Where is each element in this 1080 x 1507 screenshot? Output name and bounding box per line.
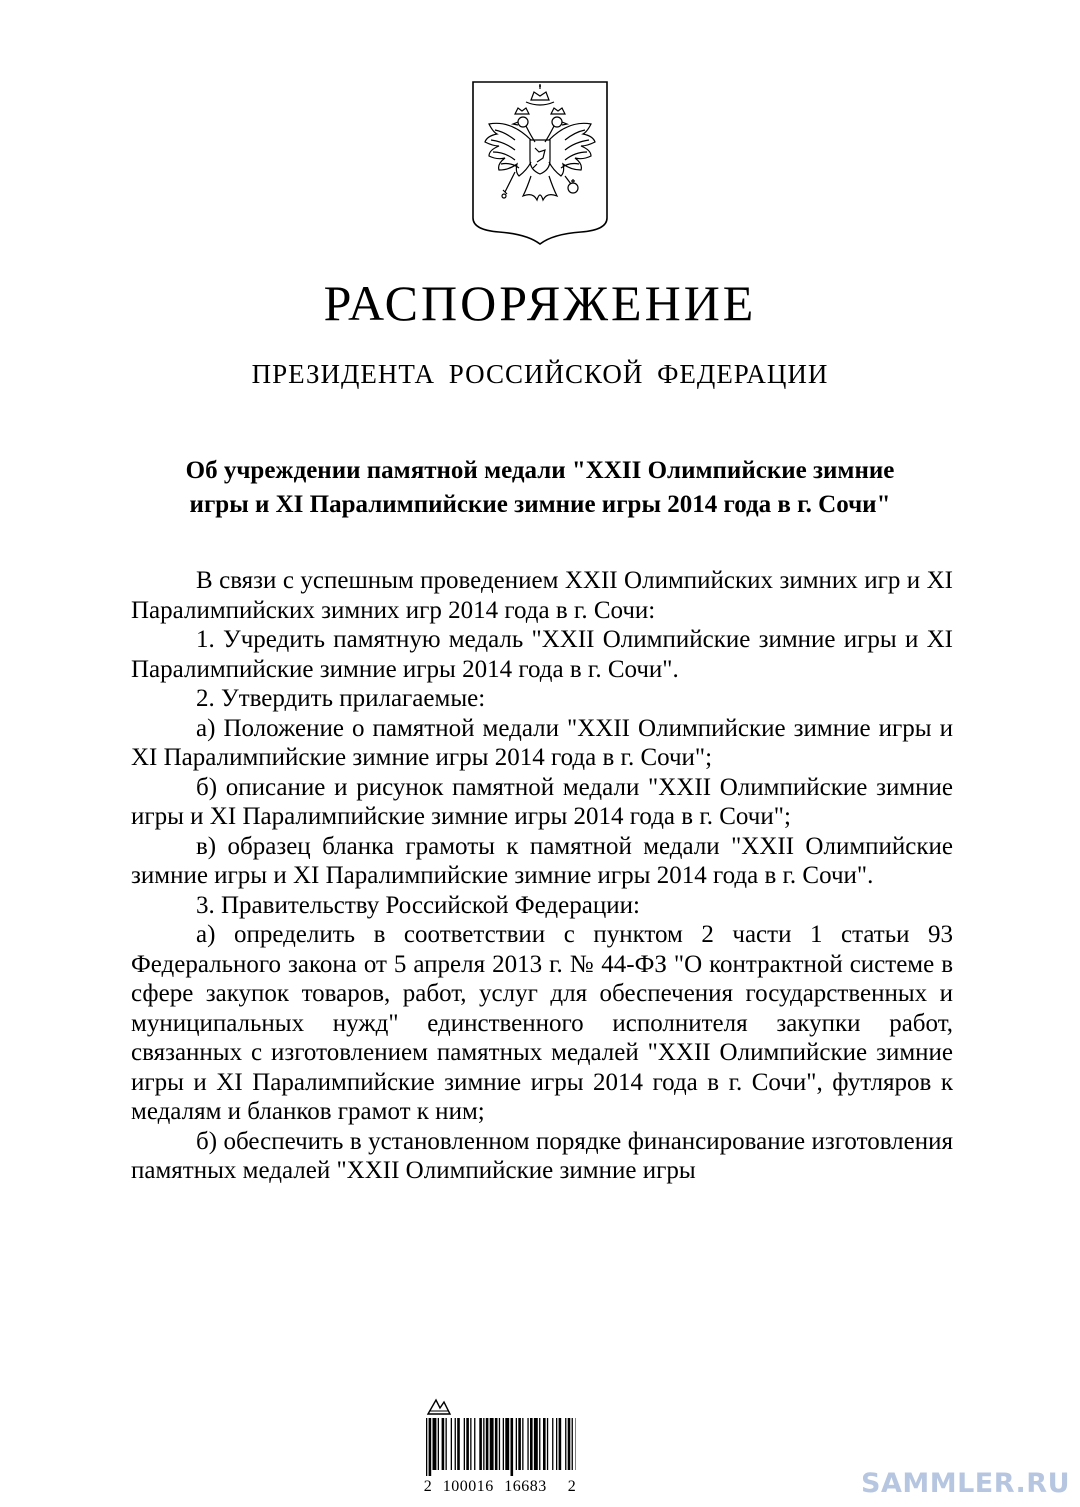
barcode-bars-icon: [426, 1418, 576, 1476]
document-heading: [120, 454, 960, 522]
body-paragraph: 3. Правительству Российской Федерации:: [196, 891, 640, 919]
heading-line: Об учреждении памятной медали "XXII Олимпийские зимние: [185, 457, 895, 484]
body-paragraph: а) Положение о памятной медали "XXII Олимпийские зимние игры и XI Паралимпийские зимние игры 2014 года в г. Сочи";: [131, 714, 953, 771]
document-body: [131, 566, 953, 1186]
body-paragraph: а) определить в соответствии с пунктом 2 части 1 статьи 93 Федерального закона от 5 апреля 2013 г. № 44-ФЗ "О контрактной системе в сфере закупок товаров, работ, услуг для обеспечения государственных и муниципальных нужд" единственного исполнителя закупки работ, связанных с изготовлением памятных медалей "XXII Олимпийские зимние игры и XI Паралимпийские зимние игры 2014 года в г. Сочи", футляров к медалям и бланков грамот к ним;: [131, 921, 953, 1125]
body-paragraph: 2. Утвердить прилагаемые:: [196, 685, 486, 712]
document-title: РАСПОРЯЖЕНИЕ: [323, 275, 757, 331]
body-paragraph: б) описание и рисунок памятной медали "XXII Олимпийские зимние игры и XI Паралимпийские зимние игры 2014 года в г. Сочи";: [131, 773, 953, 830]
heading-line: игры и XI Паралимпийские зимние игры 2014 года в г. Сочи": [189, 491, 891, 518]
body-paragraph: б) обеспечить в установленном порядке финансирование изготовления памятных медалей "XXII Олимпийские зимние игры: [131, 1127, 953, 1184]
coat-of-arms-icon: [471, 80, 609, 246]
printing-house-logo-icon: [426, 1398, 452, 1416]
body-paragraph: в) образец бланка грамоты к памятной медали "XXII Олимпийские зимние игры и XI Паралимпийские зимние игры 2014 года в г. Сочи".: [131, 832, 953, 889]
barcode-number: 2 100016 16683 2: [423, 1478, 577, 1495]
body-paragraph: 1. Учредить памятную медаль "XXII Олимпийские зимние игры и XI Паралимпийские зимние игры 2014 года в г. Сочи".: [131, 626, 953, 683]
site-watermark: SAMMLER.RU: [861, 1468, 1070, 1499]
barcode: [410, 1398, 590, 1502]
body-paragraph: В связи с успешным проведением XXII Олимпийских зимних игр и XI Паралимпийских зимних игр 2014 года в г. Сочи:: [131, 567, 953, 624]
document-subtitle: ПРЕЗИДЕНТА РОССИЙСКОЙ ФЕДЕРАЦИИ: [251, 359, 829, 389]
